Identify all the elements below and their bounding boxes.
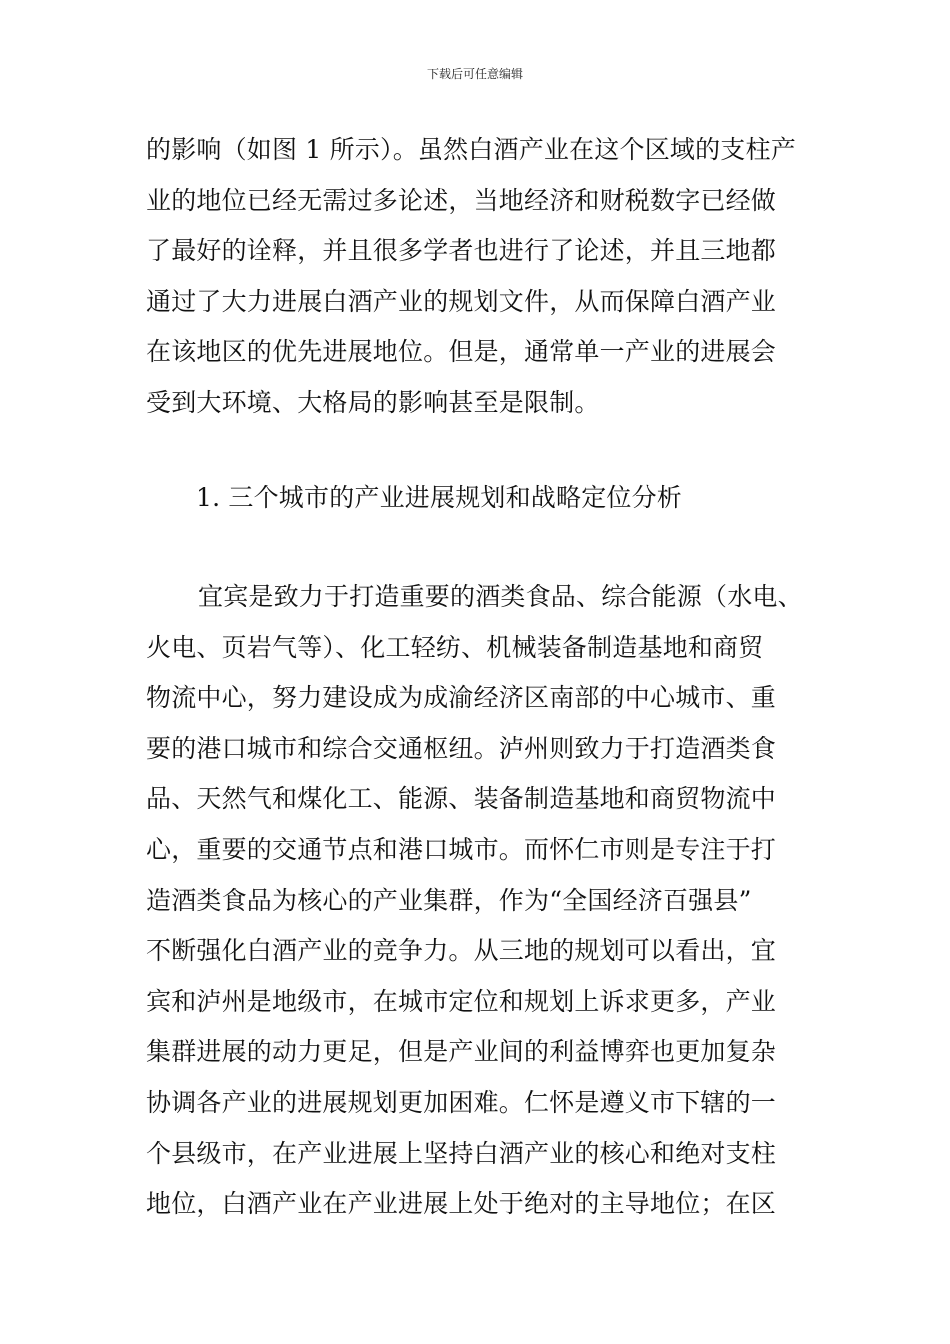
text-line: 地位，白酒产业在产业进展上处于绝对的主导地位；在区 xyxy=(146,1189,777,1219)
text-line: 火电、页岩气等）、化工轻纺、机械装备制造基地和商贸 xyxy=(146,632,764,662)
text-line: 协调各产业的进展规划更加困难。仁怀是遵义市下辖的一 xyxy=(146,1087,777,1117)
text-line: 通过了大力进展白酒产业的规划文件，从而保障白酒产业 xyxy=(146,286,777,316)
text-line: 个县级市，在产业进展上坚持白酒产业的核心和绝对支柱 xyxy=(146,1138,777,1168)
intro-paragraph xyxy=(146,125,846,429)
text-line: 物流中心，努力建设成为成渝经济区南部的中心城市、重 xyxy=(146,683,777,713)
text-line: 受到大环境、大格局的影响甚至是限制。 xyxy=(146,387,600,417)
text-line: 宾和泸州是地级市，在城市定位和规划上诉求更多，产业 xyxy=(146,986,777,1016)
text-line: 造酒类食品为核心的产业集群，作为“全国经济百强县” xyxy=(146,885,752,915)
text-line: 要的港口城市和综合交通枢纽。泸州则致力于打造酒类食 xyxy=(146,733,777,763)
text-line: 心，重要的交通节点和港口城市。而怀仁市则是专注于打 xyxy=(146,834,777,864)
text-line: 宜宾是致力于打造重要的酒类食品、综合能源（水电、 xyxy=(198,582,803,611)
section-heading-text: 1. 三个城市的产业进展规划和战略定位分析 xyxy=(196,483,683,512)
text-line: 不断强化白酒产业的竞争力。从三地的规划可以看出，宜 xyxy=(146,936,777,966)
text-line: 的影响（如图 1 所示）。虽然白酒产业在这个区域的支柱产 xyxy=(146,135,796,164)
section-heading xyxy=(196,473,896,524)
text-line: 集群进展的动力更足，但是产业间的利益博弈也更加复杂 xyxy=(146,1037,777,1067)
text-line: 品、天然气和煤化工、能源、装备制造基地和商贸物流中 xyxy=(146,784,777,814)
body-paragraph xyxy=(146,572,846,1230)
page-header: 下载后可任意编辑 xyxy=(426,67,523,81)
text-line: 了最好的诠释，并且很多学者也进行了论述，并且三地都 xyxy=(146,236,777,266)
text-line: 在该地区的优先进展地位。但是，通常单一产业的进展会 xyxy=(146,337,777,367)
text-line: 业的地位已经无需过多论述，当地经济和财税数字已经做 xyxy=(146,185,777,215)
